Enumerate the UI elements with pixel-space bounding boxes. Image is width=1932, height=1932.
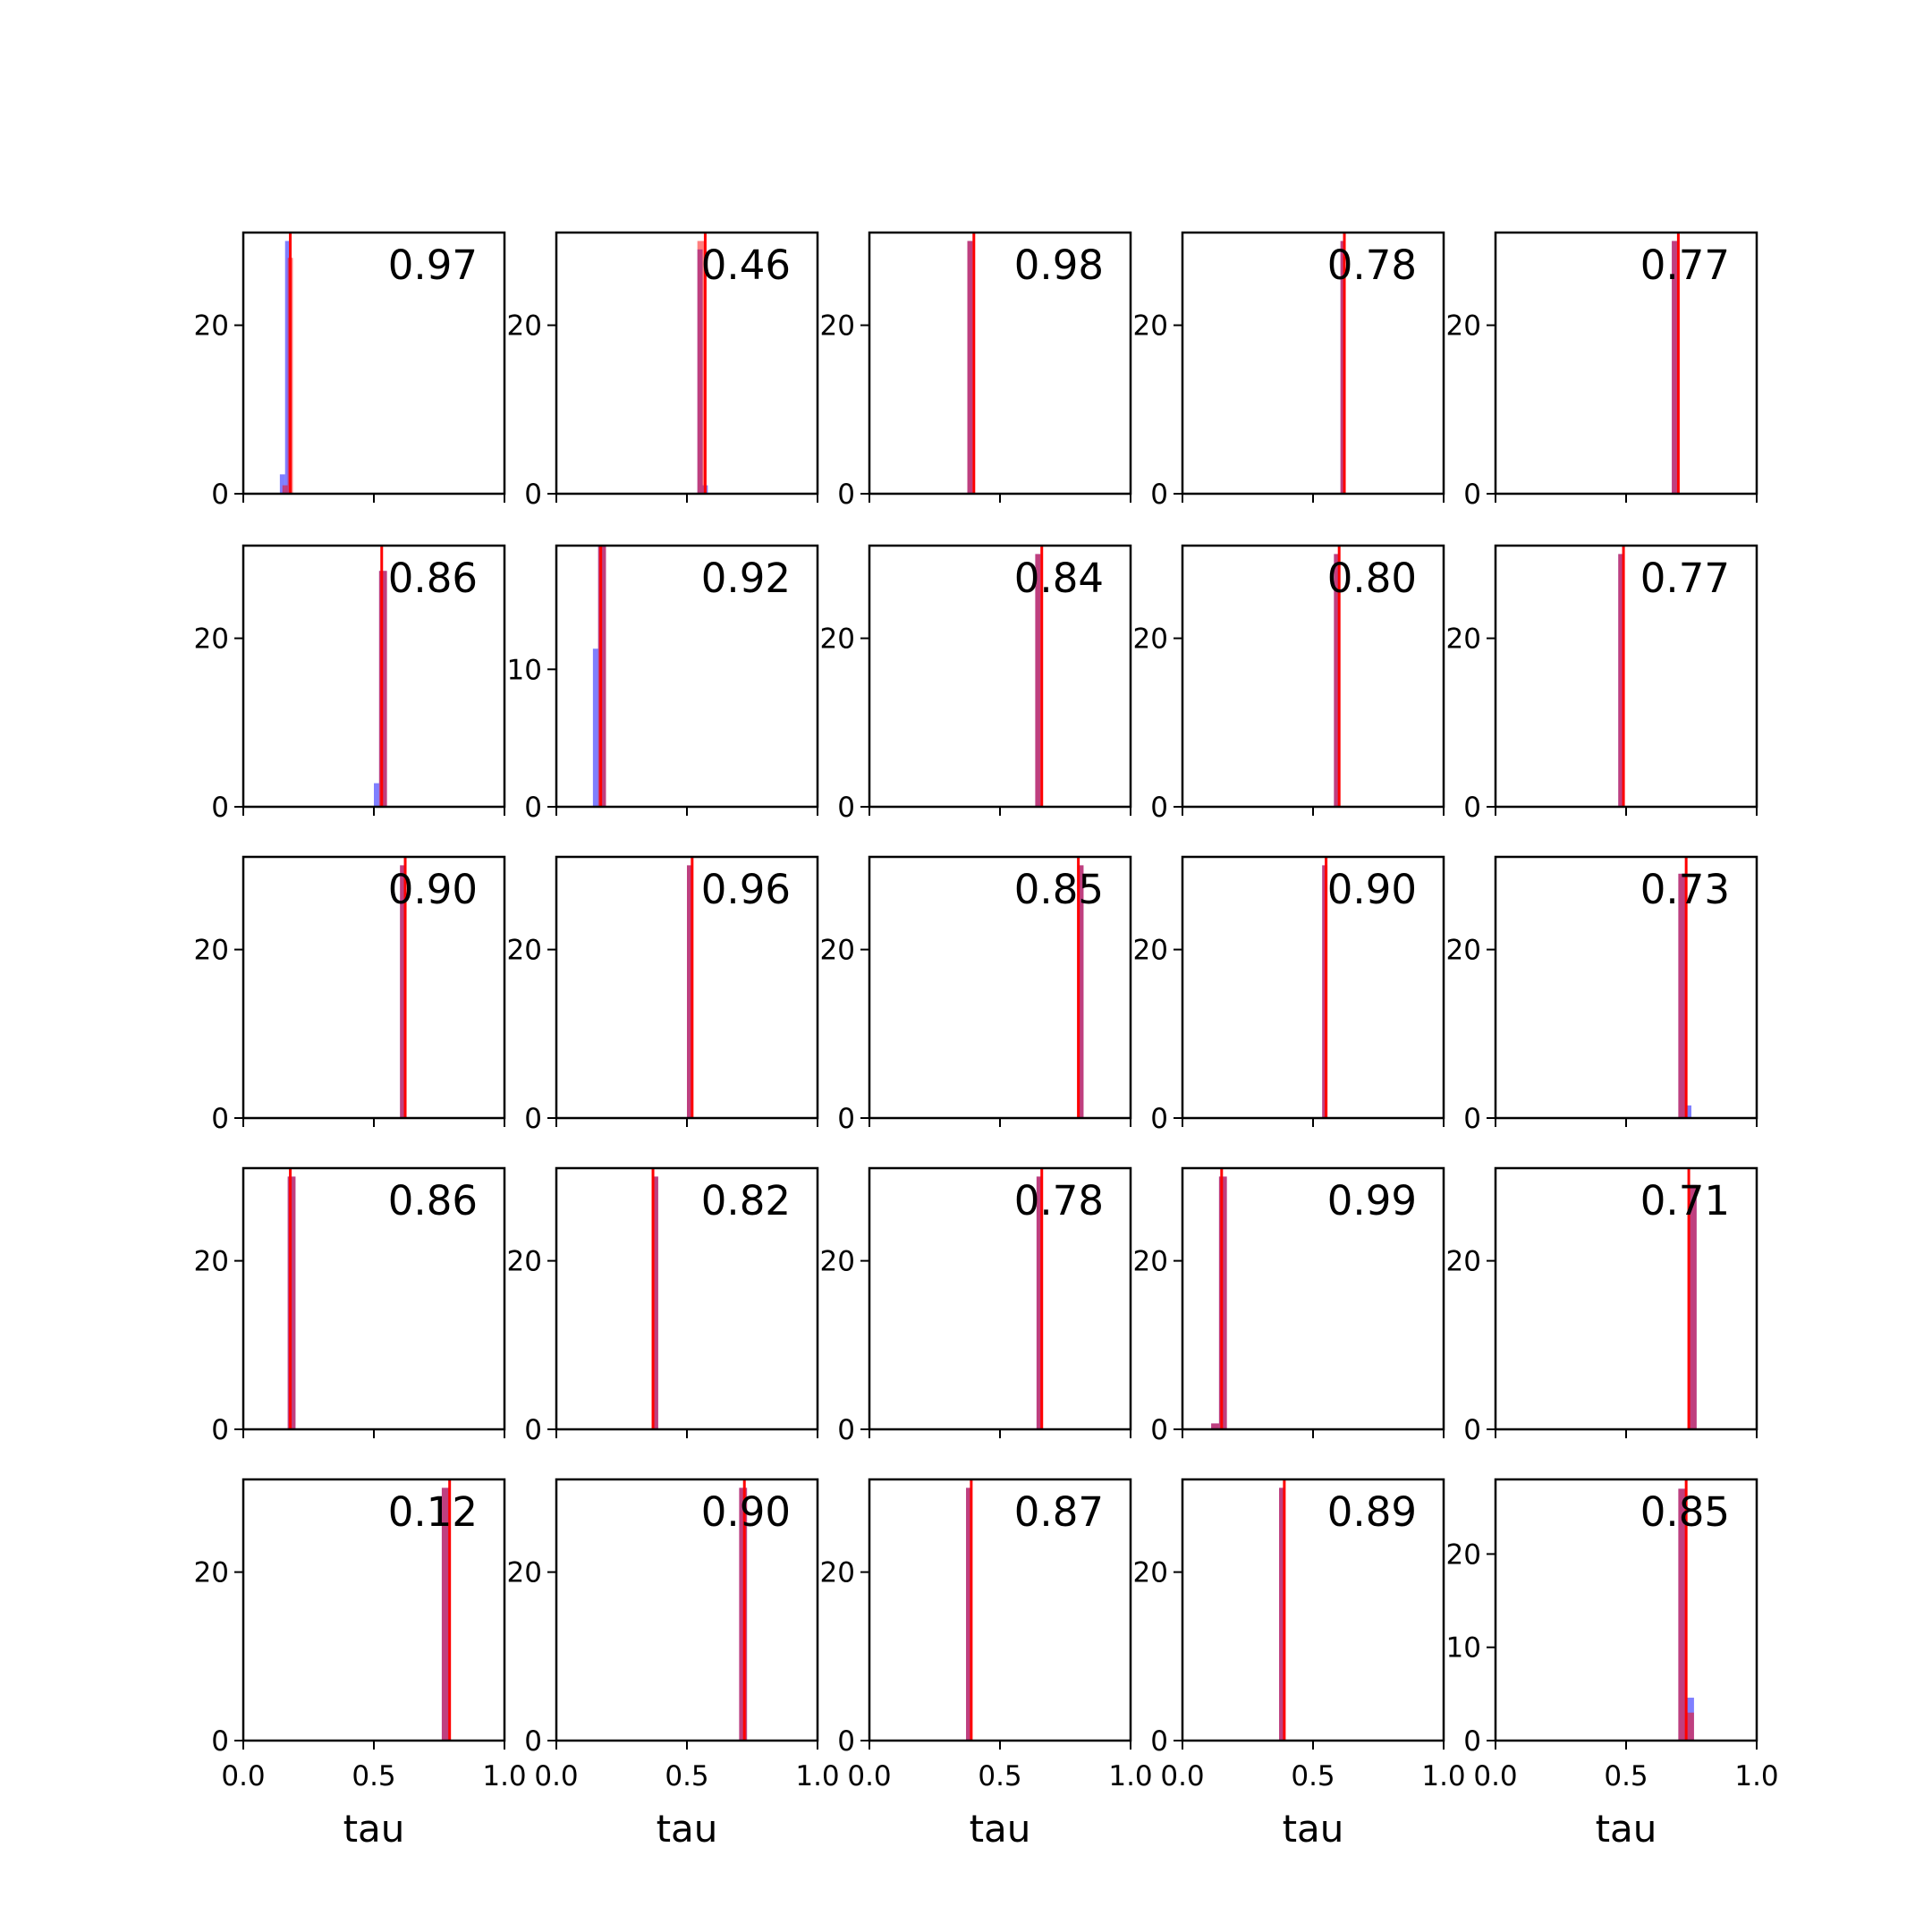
- y-tick-label: 20: [1445, 623, 1481, 656]
- y-tick-label: 0: [211, 479, 229, 511]
- panel-annotation: 0.77: [1640, 242, 1730, 289]
- x-tick-label: 1.0: [795, 1760, 840, 1792]
- y-tick-label: 0: [1463, 792, 1481, 824]
- y-tick-label: 0: [1463, 1414, 1481, 1446]
- panel-annotation: 0.98: [1013, 242, 1104, 289]
- y-tick-label: 20: [1132, 623, 1168, 656]
- y-tick-label: 20: [1132, 934, 1168, 967]
- y-tick-label: 0: [211, 1725, 229, 1758]
- y-tick-label: 0: [1150, 1414, 1168, 1446]
- panel-annotation: 0.71: [1640, 1177, 1730, 1224]
- panel-annotation: 0.86: [387, 555, 478, 602]
- x-tick-label: 0.5: [978, 1760, 1022, 1792]
- subplot-r5-c2: [507, 1479, 840, 1851]
- panel-annotation: 0.99: [1326, 1177, 1417, 1224]
- subplot-r4-c5: [1446, 1168, 1757, 1446]
- y-tick-label: 20: [1445, 309, 1481, 343]
- y-tick-label: 0: [211, 1414, 229, 1446]
- panel-annotation: 0.90: [387, 866, 478, 913]
- panel-annotation: 0.97: [387, 242, 478, 289]
- y-tick-label: 0: [1150, 792, 1168, 824]
- x-tick-label: 0.0: [221, 1760, 266, 1792]
- panel-annotation: 0.92: [700, 555, 791, 602]
- subplot-r1-c2: [507, 233, 818, 511]
- subplot-r3-c4: [1133, 857, 1444, 1135]
- y-tick-label: 20: [193, 1556, 229, 1589]
- y-tick-label: 0: [837, 792, 855, 824]
- subplot-r5-c3: [820, 1479, 1153, 1851]
- y-tick-label: 20: [1132, 1556, 1168, 1589]
- y-tick-label: 0: [1150, 479, 1168, 511]
- x-tick-label: 0.0: [534, 1760, 579, 1792]
- y-tick-label: 20: [819, 1556, 855, 1589]
- y-tick-label: 20: [1445, 1245, 1481, 1278]
- subplot-r3-c2: [507, 857, 818, 1135]
- subplot-r1-c1: [194, 233, 504, 511]
- subplot-r2-c1: [194, 546, 504, 824]
- y-tick-label: 0: [1463, 1103, 1481, 1135]
- subplot-r5-c5: [1446, 1479, 1779, 1851]
- y-tick-label: 20: [193, 934, 229, 967]
- y-tick-label: 0: [837, 1103, 855, 1135]
- x-axis-label: tau: [656, 1807, 718, 1851]
- panel-annotation: 0.90: [700, 1488, 791, 1536]
- panel-annotation: 0.89: [1326, 1488, 1417, 1536]
- y-tick-label: 10: [1445, 1631, 1481, 1665]
- x-tick-label: 1.0: [482, 1760, 527, 1792]
- y-tick-label: 20: [819, 934, 855, 967]
- y-tick-label: 20: [193, 309, 229, 343]
- panel-annotation: 0.78: [1326, 242, 1417, 289]
- subplot-r4-c1: [194, 1168, 504, 1446]
- x-tick-label: 0.5: [1291, 1760, 1335, 1792]
- panel-annotation: 0.84: [1013, 555, 1104, 602]
- subplot-r4-c4: [1133, 1168, 1444, 1446]
- panel-annotation: 0.87: [1013, 1488, 1104, 1536]
- subplot-r1-c4: [1133, 233, 1444, 511]
- x-tick-label: 1.0: [1734, 1760, 1779, 1792]
- y-tick-label: 20: [1445, 1538, 1481, 1572]
- subplot-r1-c3: [820, 233, 1131, 511]
- panel-annotation: 0.82: [700, 1177, 791, 1224]
- subplot-r2-c5: [1446, 546, 1757, 824]
- subplot-r3-c3: [820, 857, 1131, 1135]
- subplot-r5-c4: [1133, 1479, 1466, 1851]
- x-tick-label: 0.0: [1473, 1760, 1518, 1792]
- x-axis-label: tau: [1282, 1807, 1344, 1851]
- y-tick-label: 20: [819, 623, 855, 656]
- subplot-r3-c1: [194, 857, 504, 1135]
- y-tick-label: 20: [506, 1245, 542, 1278]
- red-hist-bar: [283, 486, 288, 494]
- y-tick-label: 0: [837, 479, 855, 511]
- x-axis-label: tau: [343, 1807, 405, 1851]
- x-tick-label: 0.5: [665, 1760, 709, 1792]
- panel-annotation: 0.96: [700, 866, 791, 913]
- x-tick-label: 0.0: [1160, 1760, 1205, 1792]
- subplot-r3-c5: [1446, 857, 1757, 1135]
- y-tick-label: 20: [506, 934, 542, 967]
- y-tick-label: 0: [524, 1414, 542, 1446]
- panel-annotation: 0.12: [387, 1488, 478, 1536]
- y-tick-label: 20: [193, 1245, 229, 1278]
- panel-annotation: 0.73: [1640, 866, 1730, 913]
- y-tick-label: 10: [506, 654, 542, 687]
- y-tick-label: 20: [1132, 309, 1168, 343]
- y-tick-label: 0: [1463, 479, 1481, 511]
- panel-annotation: 0.86: [387, 1177, 478, 1224]
- x-axis-label: tau: [1595, 1807, 1657, 1851]
- x-tick-label: 0.5: [352, 1760, 396, 1792]
- y-tick-label: 20: [193, 623, 229, 656]
- subplot-r2-c2: [507, 546, 818, 824]
- subplot-r5-c1: [194, 1479, 527, 1851]
- subplot-r2-c3: [820, 546, 1131, 824]
- y-tick-label: 0: [1150, 1103, 1168, 1135]
- panel-annotation: 0.80: [1326, 555, 1417, 602]
- y-tick-label: 20: [1445, 934, 1481, 967]
- subplot-r2-c4: [1133, 546, 1444, 824]
- red-hist-bar: [968, 241, 973, 494]
- panel-annotation: 0.85: [1013, 866, 1104, 913]
- y-tick-label: 0: [1463, 1725, 1481, 1758]
- x-tick-label: 1.0: [1108, 1760, 1153, 1792]
- y-tick-label: 0: [524, 1103, 542, 1135]
- blue-hist-bar: [593, 648, 598, 807]
- y-tick-label: 20: [819, 309, 855, 343]
- y-tick-label: 20: [506, 309, 542, 343]
- y-tick-label: 0: [524, 479, 542, 511]
- panel-annotation: 0.46: [700, 242, 791, 289]
- blue-hist-bar: [374, 784, 379, 807]
- panel-annotation: 0.78: [1013, 1177, 1104, 1224]
- y-tick-label: 0: [837, 1725, 855, 1758]
- subplot-r4-c2: [507, 1168, 818, 1446]
- y-tick-label: 20: [819, 1245, 855, 1278]
- y-tick-label: 0: [211, 792, 229, 824]
- panel-annotation: 0.90: [1326, 866, 1417, 913]
- y-tick-label: 0: [524, 792, 542, 824]
- y-tick-label: 0: [837, 1414, 855, 1446]
- subplot-r1-c5: [1446, 233, 1757, 511]
- y-tick-label: 0: [1150, 1725, 1168, 1758]
- y-tick-label: 0: [524, 1725, 542, 1758]
- y-tick-label: 0: [211, 1103, 229, 1135]
- panel-annotation: 0.77: [1640, 555, 1730, 602]
- x-tick-label: 1.0: [1421, 1760, 1466, 1792]
- panel-annotation: 0.85: [1640, 1488, 1730, 1536]
- x-axis-label: tau: [969, 1807, 1031, 1851]
- y-tick-label: 20: [1132, 1245, 1168, 1278]
- y-tick-label: 20: [506, 1556, 542, 1589]
- subplot-r4-c3: [820, 1168, 1131, 1446]
- x-tick-label: 0.0: [847, 1760, 892, 1792]
- x-tick-label: 0.5: [1604, 1760, 1648, 1792]
